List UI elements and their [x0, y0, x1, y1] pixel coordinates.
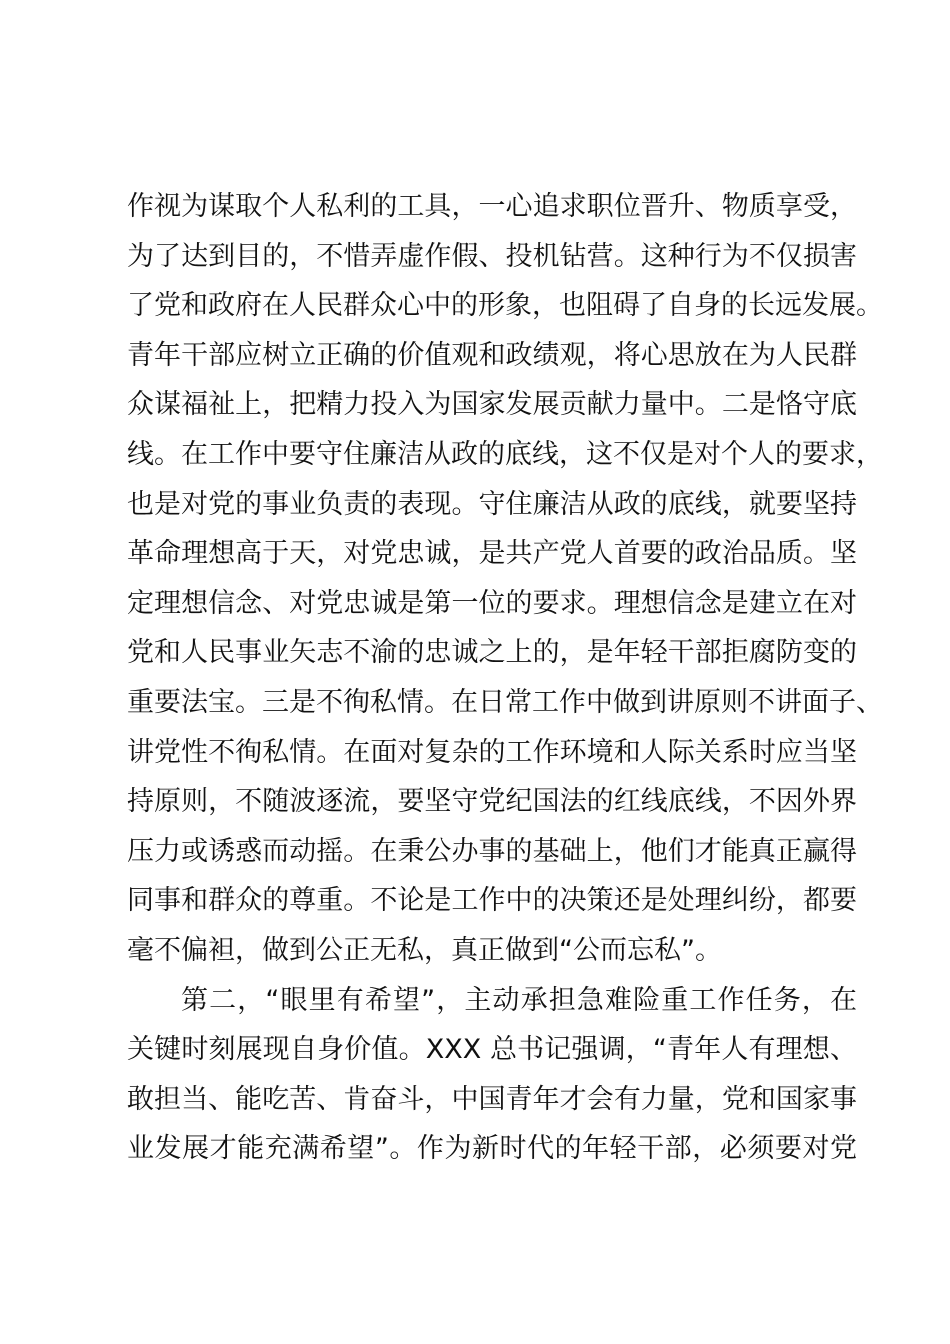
text-line: 敢担当、能吃苦、肯奋斗，中国青年才会有力量，党和国家事 [127, 1083, 857, 1115]
text-line: 也是对党的事业负责的表现。守住廉洁从政的底线，就要坚持 [127, 488, 857, 520]
paragraph-end-line: 毫不偏袒，做到公正无私，真正做到“公而忘私”。 [127, 934, 722, 966]
text-line: 业发展才能充满希望”。作为新时代的年轻干部，必须要对党 [127, 1133, 857, 1165]
body-text [127, 182, 883, 1174]
text-line: 革命理想高于天，对党忠诚，是共产党人首要的政治品质。坚 [127, 538, 857, 570]
text-line: 同事和群众的尊重。不论是工作中的决策还是处理纠纷，都要 [127, 885, 857, 917]
text-line: 了党和政府在人民群众心中的形象，也阻碍了自身的长远发展。 [127, 290, 883, 322]
text-line: 党和人民事业矢志不渝的忠诚之上的，是年轻干部拒腐防变的 [127, 637, 857, 669]
text-line: 讲党性不徇私情。在面对复杂的工作环境和人际关系时应当坚 [127, 736, 857, 768]
text-line: 青年干部应树立正确的价值观和政绩观，将心思放在为人民群 [127, 339, 857, 371]
paragraph-start-line: 第二，“眼里有希望”，主动承担急难险重工作任务，在 [181, 984, 857, 1016]
text-line: 众谋福祉上，把精力投入为国家发展贡献力量中。二是恪守底 [127, 389, 857, 421]
text-line: 线。在工作中要守住廉洁从政的底线，这不仅是对个人的要求， [127, 438, 883, 470]
text-line: 作视为谋取个人私利的工具，一心追求职位晋升、物质享受， [127, 191, 857, 222]
text-line: 定理想信念、对党忠诚是第一位的要求。理想信念是建立在对 [127, 587, 857, 619]
text-line: 压力或诱惑而动摇。在秉公办事的基础上，他们才能真正赢得 [127, 835, 857, 867]
text-line: 关键时刻展现自身价值。XXX 总书记强调，“青年人有理想、 [127, 1034, 857, 1066]
text-line: 持原则，不随波逐流，要坚守党纪国法的红线底线，不因外界 [127, 786, 857, 818]
text-line: 重要法宝。三是不徇私情。在日常工作中做到讲原则不讲面子、 [127, 686, 883, 718]
text-line: 为了达到目的，不惜弄虚作假、投机钻营。这种行为不仅损害 [127, 240, 857, 272]
